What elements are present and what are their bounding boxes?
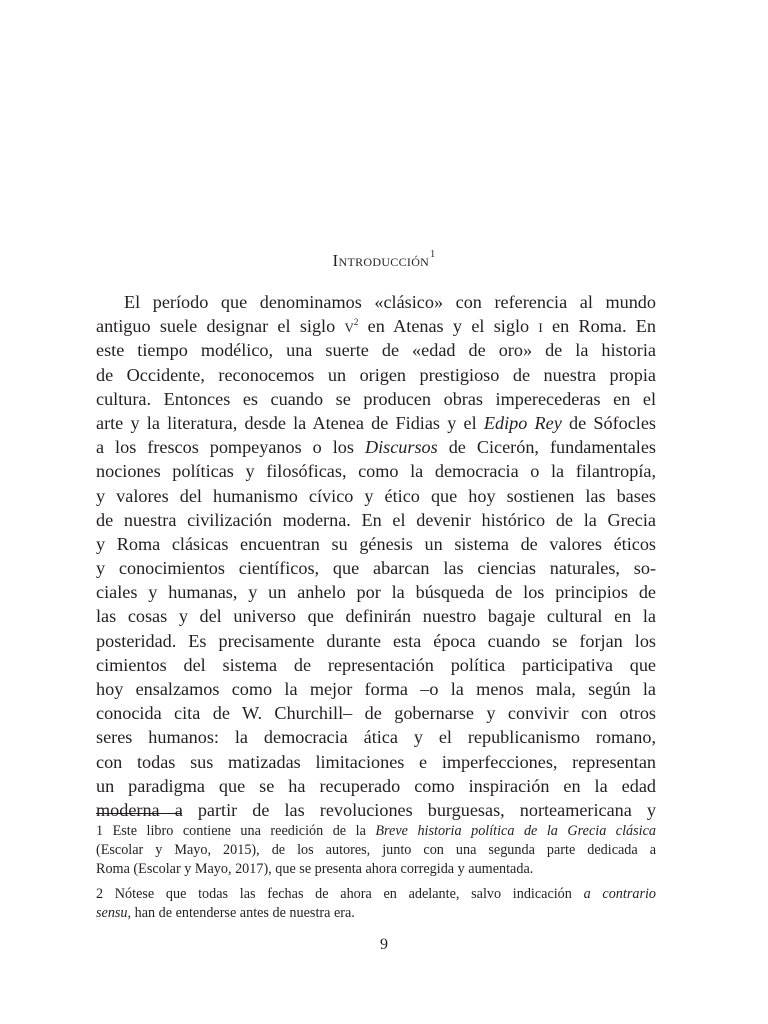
text-line: este tiempo modélico, una suerte de «edad de oro» de la historia xyxy=(96,340,656,361)
text-line: posteridad. Es precisamente durante esta época cuando se forjan los xyxy=(96,630,656,651)
text-line: ciales y humanas, y un anhelo por la búsqueda de los principios de xyxy=(96,582,656,603)
page-number: 9 xyxy=(380,936,388,953)
text-line: cultura. Entonces es cuando se producen obras imperecederas en el xyxy=(96,388,656,409)
text-line: y Roma clásicas encuentran su génesis un sistema de valores éticos xyxy=(96,533,656,554)
text-line: arte y la literatura, desde la Atenea de Fidias y el Edipo Rey de Sófocles xyxy=(96,412,657,433)
chapter-heading xyxy=(0,251,768,271)
body-paragraph xyxy=(96,290,656,822)
italic-title: Edipo Rey xyxy=(483,412,562,433)
footnote-line: 1 Este libro contiene una reedición de la Breve historia política de la Grecia clásica xyxy=(96,823,656,839)
text-line: a los frescos pompeyanos o los Discursos de Cicerón, fundamentales xyxy=(96,437,656,458)
text-line: de Occidente, reconocemos un origen prestigioso de nuestra propia xyxy=(96,364,656,385)
italic-title: Discursos xyxy=(364,437,438,458)
italic-title: a contrario xyxy=(583,886,656,902)
footnote-rule xyxy=(96,813,182,814)
footnote-1 xyxy=(96,822,656,879)
footnote-line: (Escolar y Mayo, 2015), de los autores, junto con una segunda parte dedicada a xyxy=(96,842,656,858)
text-line: cimientos del sistema de representación política participativa que xyxy=(96,654,656,675)
text-line: y valores del humanismo cívico y ético que hoy sostienen las bases xyxy=(96,485,656,506)
text-line: con todas sus matizadas limitaciones e imperfecciones, representan xyxy=(96,751,656,772)
text-line: moderna a partir de las revoluciones burguesas, norteamericana y xyxy=(96,799,656,820)
text-line: nociones políticas y filosóficas, como la democracia o la filantropía, xyxy=(96,461,656,482)
text-line: seres humanos: la democracia ática y el republicanismo romano, xyxy=(96,727,656,748)
footnote-line: 2 Nótese que todas las fechas de ahora en adelante, salvo indicación a contrario xyxy=(96,886,656,902)
chapter-title: Introducción xyxy=(332,251,430,270)
roman-numeral: v xyxy=(344,316,354,337)
text-line: conocida cita de W. Churchill– de gobernarse y convivir con otros xyxy=(96,703,656,724)
text-line: antiguo suele designar el siglo v$^2$ en Atenas y el siglo i en Roma. En xyxy=(96,316,656,337)
italic-title: sensu xyxy=(96,905,128,921)
footnote-line: Roma (Escolar y Mayo, 2017), que se presenta ahora corregida y aumentada. xyxy=(96,861,534,877)
text-line: las cosas y del universo que definirán nuestro bagaje cultural en la xyxy=(96,606,656,627)
roman-numeral: i xyxy=(538,316,543,337)
text-line: El período que denominamos «clásico» con referencia al mundo xyxy=(124,292,656,312)
footnote-line: sensu, han de entenderse antes de nuestra era. xyxy=(96,905,355,921)
text-line: hoy ensalzamos como la mejor forma –o la menos mala, según la xyxy=(96,679,656,699)
text-line: y conocimientos científicos, que abarcan las ciencias naturales, so- xyxy=(96,558,656,579)
italic-title: Breve historia política de la Grecia clásica xyxy=(375,823,656,839)
footnotes xyxy=(96,822,656,923)
footnote-reference: 2 xyxy=(353,317,359,328)
footnote-2 xyxy=(96,885,656,923)
heading-note-mark: 1 xyxy=(430,249,436,261)
text-line: un paradigma que se ha recuperado como inspiración en la edad xyxy=(96,775,656,796)
text-line: de nuestra civilización moderna. En el devenir histórico de la Grecia xyxy=(96,509,656,530)
